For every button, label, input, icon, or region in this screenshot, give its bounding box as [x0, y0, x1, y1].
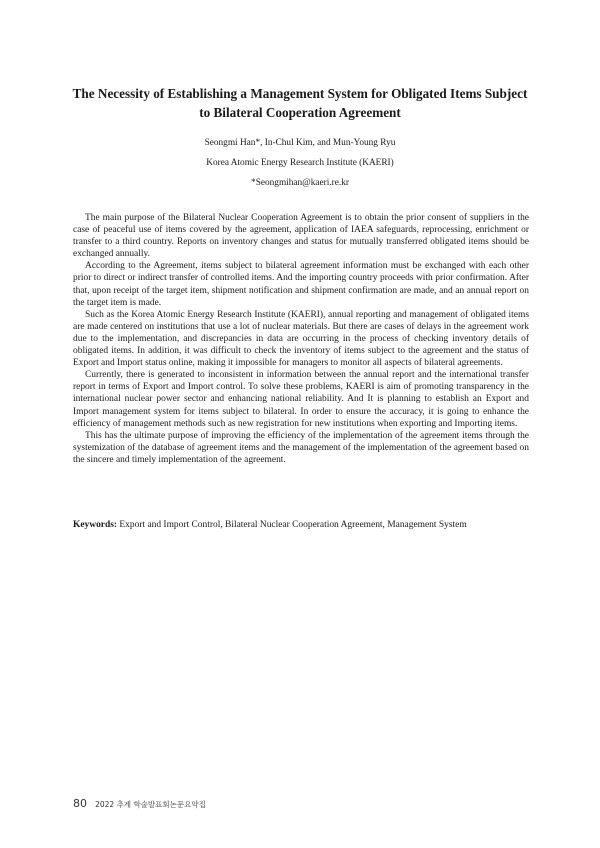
keywords: [73, 519, 529, 531]
keywords-text: Export and Import Control, Bilateral Nuclear Cooperation Agreement, Management System: [119, 520, 467, 530]
abstract-paragraph-2: According to the Agreement, items subject to bilateral agreement information must be exchanged with each other prior to direct or indirect transfer of controlled items. And the importing country proceeds with prior confirmation. After that, upon receipt of the target item, shipment notification and shipment confirmation are made, and an annual report on the target item is made.: [73, 261, 529, 308]
affiliation: Korea Atomic Energy Research Institute (KAERI): [206, 158, 394, 168]
title-line-1: The Necessity of Establishing a Management System for Obligated Items Subject: [72, 86, 528, 101]
abstract-paragraph-1: The main purpose of the Bilateral Nuclear Cooperation Agreement is to obtain the prior consent of suppliers in the case of peaceful use of items covered by the agreement, application of IAEA safeguards, reprocessing, enrichment or transfer to a third country. Reports on inventory changes and status for mutually transferred obligated items should be exchanged annually.: [73, 213, 529, 260]
page-number: 80: [73, 797, 87, 810]
proceedings-name: 2022 추계 학술발표회논문요약집: [95, 800, 206, 809]
keywords-label: Keywords:: [73, 520, 118, 530]
abstract-paragraph-4: Currently, there is generated to inconsistent in information between the annual report and the international transfer report in terms of Export and Import control. To solve these problems, KAERI is aim of promoting transparency in the international nuclear power sector and enhancing national reliability. And It is planning to establish an Export and Import management system for items subject to bilateral. In order to ensure the accuracy, it is going to enhance the efficiency of management methods such as new registration for new institutions when exporting and Importing items.: [73, 370, 529, 429]
author-list: Seongmi Han*, In-Chul Kim, and Mun-Young Ryu: [204, 138, 396, 148]
title-line-2: to Bilateral Cooperation Agreement: [199, 105, 401, 120]
abstract-body: [73, 212, 529, 466]
abstract-paragraph-5: This has the ultimate purpose of improving the efficiency of the implementation of the agreement items through the systemization of the database of agreement items and the management of the implementation of the agreement based on the sincere and timely implementation of the agreement.: [73, 430, 529, 465]
paper-title: [60, 84, 540, 122]
corresponding-email: *Seongmihan@kaeri.re.kr: [251, 178, 349, 188]
abstract-paragraph-3: Such as the Korea Atomic Energy Research Institute (KAERI), annual reporting and management of obligated items are made centered on institutions that use a lot of nuclear materials. But there are cases of delays in the agreement work due to the implementation, and discrepancies in data are occurring in the process of checking inventory details of obligated items. In addition, it was difficult to check the inventory of items subject to the agreement and the status of Export and Import status online, making it impossible for managers to monitor all aspects of bilateral agreements.: [73, 309, 529, 369]
page-footer: [73, 792, 206, 811]
